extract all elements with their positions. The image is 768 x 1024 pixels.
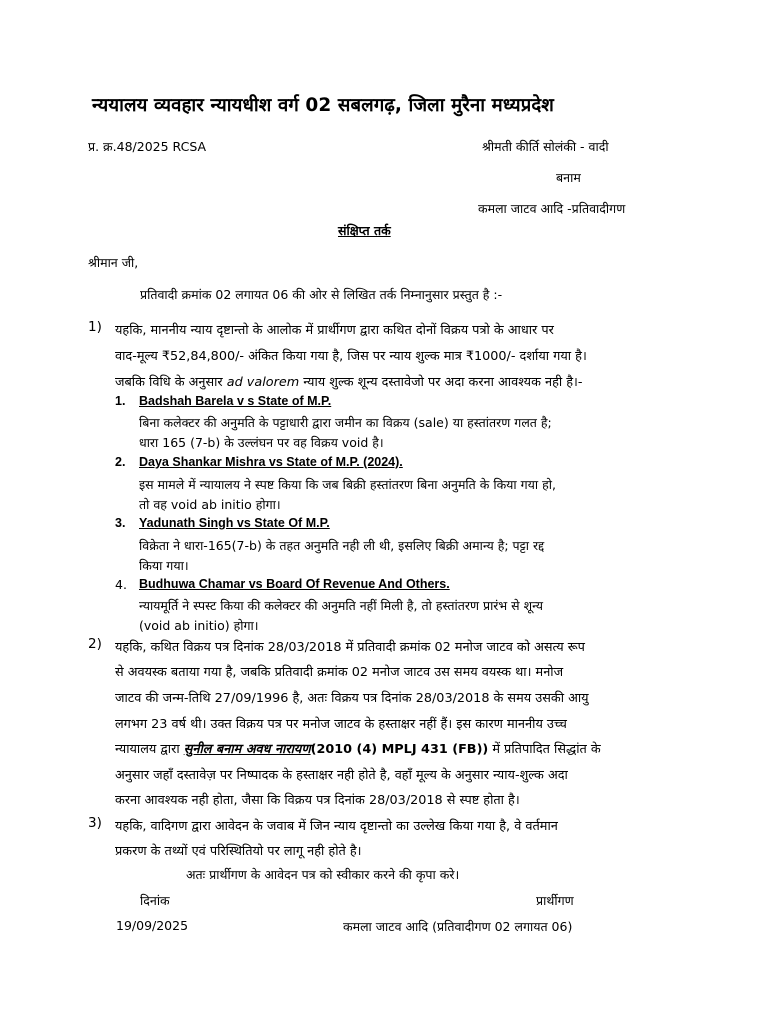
text-segment: न्याय शुल्क शून्य दस्तावेजो पर अदा करना आवश्यक नही है।- <box>299 375 583 390</box>
date-value: 19/09/2025 <box>116 918 189 933</box>
point-line: लगभग 23 वर्ष थी। उक्त विक्रय पत्र पर मनोज जाटव के हस्ताक्षर नहीं हैं। इस कारण माननीय उच्च <box>115 717 567 732</box>
point-number: 1) <box>88 319 102 335</box>
text-segment: न्यायालय द्वारा <box>115 742 184 757</box>
case-line: धारा 165 (7-b) के उल्लंघन पर वह विक्रय void है। <box>139 435 384 450</box>
case-line: बिना कलेक्टर की अनुमति के पट्टाधारी द्वारा जमीन का विक्रय (sale) या हस्तांतरण गलत है; <box>139 415 552 430</box>
intro-text: प्रतिवादी क्रमांक 02 लगायत 06 की ओर से लिखित तर्क निम्नानुसार प्रस्तुत है :- <box>140 287 503 302</box>
case-line: तो वह void ab initio होगा। <box>139 497 281 512</box>
text-segment: जबकि विधि के अनुसार <box>115 375 227 390</box>
defendants: कमला जाटव आदि -प्रतिवादीगण <box>478 201 626 216</box>
case-title: Yadunath Singh vs State Of M.P. <box>139 516 330 530</box>
point-line: यहकि, वादिगण द्वारा आवेदन के जवाब में जिन न्याय दृष्टान्तो का उल्लेख किया गया है, वे वर्तमान <box>115 819 558 834</box>
point-line: यहकि, कथित विक्रय पत्र दिनांक 28/03/2018 में प्रतिवादी क्रमांक 02 मनोज जाटव को असत्य रूप <box>115 640 585 655</box>
citation: (2010 (4) MPLJ 431 (FB)) <box>310 742 489 757</box>
signatory: कमला जाटव आदि (प्रतिवादीगण 02 लगायत 06) <box>343 919 573 934</box>
case-line: किया गया। <box>139 558 189 573</box>
point-line <box>115 372 583 390</box>
case-number-label: 3. <box>115 516 126 530</box>
point-line: अनुसार जहाँ दस्तावेज़ पर निष्पादक के हस्ताक्षर नही होते है, वहाँ मूल्य के अनुसार न्याय-शुल्क अदा <box>115 768 568 783</box>
applicant-label: प्रार्थीगण <box>536 893 574 908</box>
case-line: न्यायमूर्ति ने स्पस्ट किया की कलेक्टर की अनुमति नहीं मिली है, तो हस्तांतरण प्रारंभ से शून्य <box>139 598 544 613</box>
case-line: इस मामले में न्यायालय ने स्पष्ट किया कि जब बिक्री हस्तांतरण बिना अनुमति के किया गया हो, <box>139 477 556 492</box>
point-line: से अवयस्क बताया गया है, जबकि प्रतिवादी क्रमांक 02 मनोज जाटव उस समय वयस्क था। मनोज <box>115 665 564 680</box>
prayer-text: अतः प्रार्थीगण के आवेदन पत्र को स्वीकार करने की कृपा करे। <box>186 867 460 882</box>
versus: बनाम <box>556 170 581 185</box>
point-number: 3) <box>88 815 102 831</box>
plaintiff: श्रीमती कीर्ति सोलंकी - वादी <box>482 139 609 154</box>
case-line: विक्रेता ने धारा-165(7-b) के तहत अनुमति नही ली थी, इसलिए बिक्री अमान्य है; पट्टा रद्द <box>139 538 545 553</box>
point-line: वाद-मूल्य ₹52,84,800/- अंकित किया गया है, जिस पर न्याय शुल्क मात्र ₹1000/- दर्शाया गया है। <box>115 349 587 364</box>
point-line: करना आवश्यक नही होता, जैसा कि विक्रय पत्र दिनांक 28/03/2018 से स्पष्ट होता है। <box>115 793 520 808</box>
document-heading: संक्षिप्त तर्क <box>338 223 391 238</box>
case-number: प्र. क्र.48/2025 RCSA <box>88 139 207 154</box>
case-title: Badshah Barela v s State of M.P. <box>139 394 332 408</box>
case-title: Daya Shankar Mishra vs State of M.P. (2024). <box>139 455 403 469</box>
point-line: प्रकरण के तथ्यों एवं परिस्थितियो पर लागू नही होते है। <box>115 844 362 859</box>
case-number-label: 1. <box>115 394 126 408</box>
salutation: श्रीमान जी, <box>88 255 139 270</box>
cited-case-name: सुनील बनाम अवध नारायण <box>183 742 311 757</box>
case-line: (void ab initio) होगा। <box>139 618 259 633</box>
case-title: Budhuwa Chamar vs Board Of Revenue And Others. <box>139 577 450 591</box>
point-line: जाटव की जन्म-तिथि 27/09/1996 है, अतः विक्रय पत्र दिनांक 28/03/2018 के समय उसकी आयु <box>115 691 589 706</box>
date-label: दिनांक <box>140 893 170 908</box>
text-segment: में प्रतिपादित सिद्धांत के <box>488 742 601 757</box>
case-number-label: 4. <box>115 577 127 592</box>
case-number-label: 2. <box>115 455 126 469</box>
point-line <box>115 739 601 757</box>
point-line: यहकि, माननीय न्याय दृष्टान्तो के आलोक में प्रार्थीगण द्वारा कथित दोनों विक्रय पत्रो के आधार पर <box>115 323 554 338</box>
court-title: न्ययालय व्यवहार न्यायधीश वर्ग 02 सबलगढ़, जिला मुरैना मध्यप्रदेश <box>92 95 554 116</box>
latin-term: ad valorem <box>226 375 300 390</box>
point-number: 2) <box>88 636 102 652</box>
